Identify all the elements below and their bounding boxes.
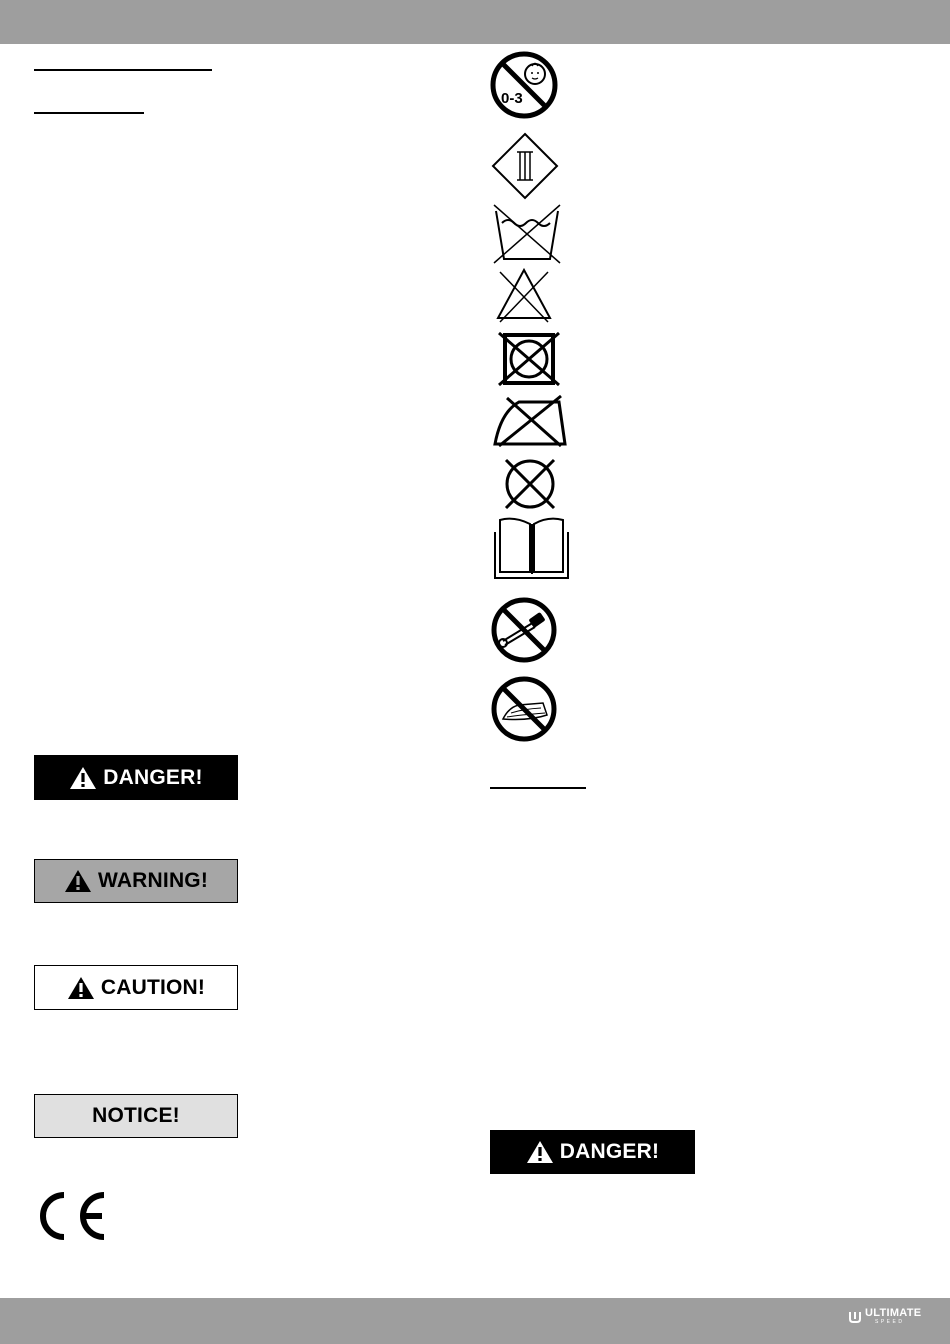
section-heading-underline bbox=[34, 69, 212, 71]
notice-label-box bbox=[34, 1094, 238, 1138]
not-for-children-0-3-icon bbox=[489, 50, 559, 120]
do-not-cover-icon bbox=[489, 675, 559, 743]
warning-label-box bbox=[34, 859, 238, 903]
footer-bar bbox=[0, 1298, 950, 1344]
danger-label-text: DANGER! bbox=[559, 1140, 660, 1163]
do-not-bleach-icon bbox=[494, 266, 554, 324]
section-heading-underline bbox=[490, 787, 586, 789]
do-not-tumble-dry-icon bbox=[496, 331, 562, 387]
protection-class-iii-icon bbox=[491, 132, 559, 200]
brand-logo-icon bbox=[848, 1310, 862, 1324]
header-bar bbox=[0, 0, 950, 44]
danger-label-box bbox=[34, 755, 238, 800]
brand-logo bbox=[848, 1308, 921, 1325]
read-manual-icon bbox=[492, 514, 572, 582]
do-not-iron-icon bbox=[491, 394, 567, 448]
warning-label-text: WARNING! bbox=[97, 869, 209, 892]
warning-triangle-icon bbox=[67, 976, 95, 1000]
age-range-label: 0-3 bbox=[501, 90, 523, 107]
warning-triangle-icon bbox=[64, 869, 92, 893]
notice-label-text: NOTICE! bbox=[92, 1104, 180, 1127]
do-not-dry-clean-icon bbox=[501, 456, 559, 512]
warning-triangle-icon bbox=[69, 766, 97, 790]
danger-label-box bbox=[490, 1130, 695, 1174]
danger-label-text: DANGER! bbox=[103, 765, 203, 789]
subsection-heading-underline bbox=[34, 112, 144, 114]
warning-triangle-icon bbox=[526, 1140, 554, 1164]
caution-label-box bbox=[34, 965, 238, 1010]
do-not-wash-icon bbox=[492, 203, 562, 265]
no-safety-pin-icon bbox=[489, 597, 559, 663]
brand-logo-text: ULTIMATE bbox=[865, 1307, 922, 1319]
ce-mark-icon bbox=[34, 1188, 108, 1244]
brand-logo-subtext: SPEED bbox=[875, 1319, 905, 1325]
caution-label-text: CAUTION! bbox=[100, 975, 206, 999]
